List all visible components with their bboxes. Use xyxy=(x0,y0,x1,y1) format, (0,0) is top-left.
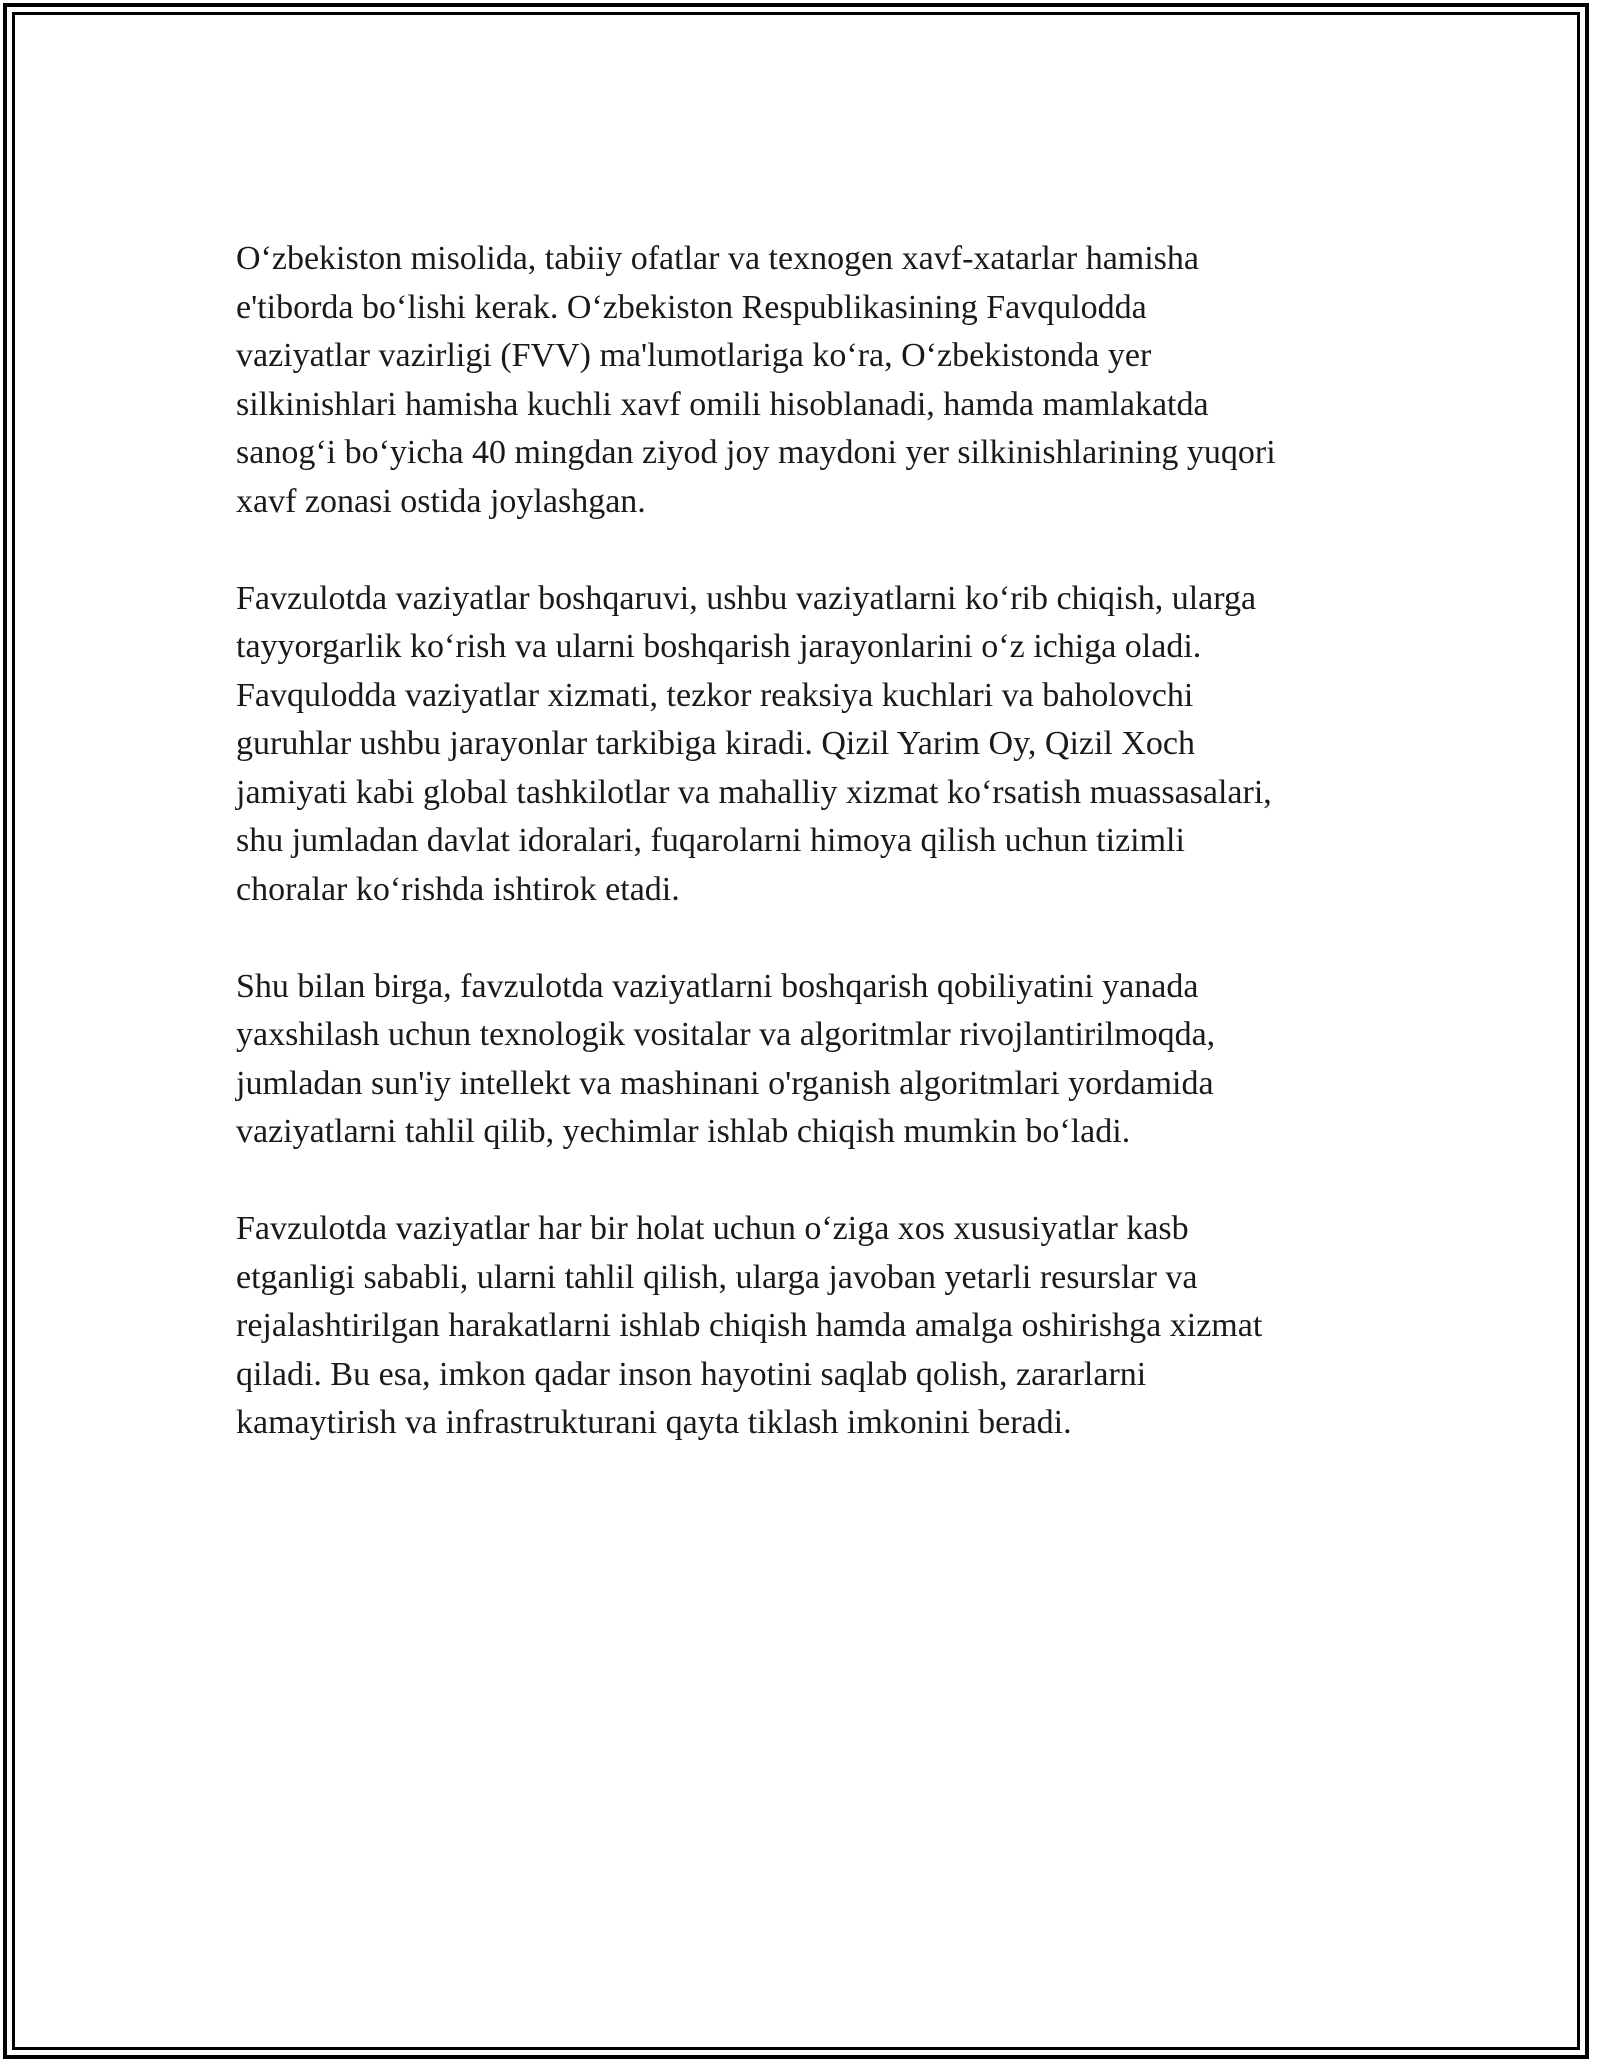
text-line: kamaytirish va infrastrukturani qayta tiklash imkonini beradi. xyxy=(236,1404,1072,1441)
text-line: Favzulotda vaziyatlar har bir holat uchun o‘ziga xos xususiyatlar kasb xyxy=(236,1210,1189,1247)
text-line: jumladan sun'iy intellekt va mashinani o'rganish algoritmlari yordamida xyxy=(236,1064,1214,1102)
text-line: Favqulodda vaziyatlar xizmati, tezkor reaksiya kuchlari va baholovchi xyxy=(236,676,1194,714)
text-line: tayyorgarlik ko‘rish va ularni boshqarish jarayonlarini o‘z ichiga oladi. xyxy=(236,628,1202,665)
text-line: e'tiborda bo‘lishi kerak. O‘zbekiston Respublikasining Favqulodda xyxy=(236,288,1147,326)
text-line: choralar ko‘rishda ishtirok etadi. xyxy=(236,870,680,908)
text-line: yaxshilash uchun texnologik vositalar va algoritmlar rivojlantirilmoqda, xyxy=(236,1016,1216,1053)
text-line: shu jumladan davlat idoralari, fuqarolarni himoya qilish uchun tizimli xyxy=(236,822,1185,859)
text-line: rejalashtirilgan harakatlarni ishlab chiqish hamda amalga oshirishga xizmat xyxy=(236,1307,1263,1344)
text-line: O‘zbekiston misolida, tabiiy ofatlar va texnogen xavf-xatarlar hamisha xyxy=(236,240,1200,277)
text-line: vaziyatlar vazirligi (FVV) ma'lumotlariga ko‘ra, O‘zbekistonda yer xyxy=(236,337,1152,374)
text-line: silkinishlari hamisha kuchli xavf omili hisoblanadi, hamda mamlakatda xyxy=(236,385,1209,423)
text-line: etganligi sababli, ularni tahlil qilish, ularga javoban yetarli resurslar va xyxy=(236,1258,1198,1296)
paragraph-3 xyxy=(236,963,1386,1157)
text-line: guruhlar ushbu jarayonlar tarkibiga kiradi. Qizil Yarim Oy, Qizil Xoch xyxy=(236,725,1196,762)
document-body xyxy=(236,235,1386,1496)
text-line: jamiyati kabi global tashkilotlar va mahalliy xizmat ko‘rsatish muassasalari, xyxy=(236,773,1272,811)
text-line: xavf zonasi ostida joylashgan. xyxy=(236,482,646,520)
text-line: qiladi. Bu esa, imkon qadar inson hayotini saqlab qolish, zararlarni xyxy=(236,1355,1147,1393)
text-line: sanog‘i bo‘yicha 40 mingdan ziyod joy maydoni yer silkinishlarining yuqori xyxy=(236,434,1276,471)
text-line: vaziyatlarni tahlil qilib, yechimlar ishlab chiqish mumkin bo‘ladi. xyxy=(236,1113,1131,1150)
text-line: Favzulotda vaziyatlar boshqaruvi, ushbu vaziyatlarni ko‘rib chiqish, ularga xyxy=(236,579,1257,617)
paragraph-4 xyxy=(236,1205,1386,1448)
paragraph-1 xyxy=(236,235,1386,526)
paragraph-2 xyxy=(236,575,1386,915)
text-line: Shu bilan birga, favzulotda vaziyatlarni boshqarish qobiliyatini yanada xyxy=(236,967,1199,1005)
